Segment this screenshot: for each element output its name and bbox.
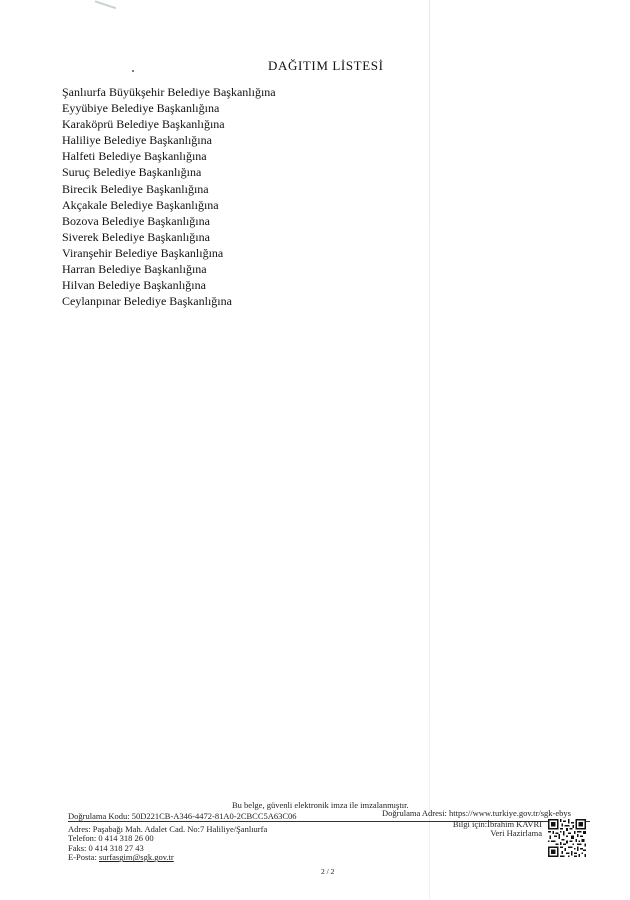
recipient-item: Karaköprü Belediye Başkanlığına [62, 117, 225, 132]
recipient-item: Siverek Belediye Başkanlığına [62, 229, 210, 244]
email-link[interactable]: surfasgim@sgk.gov.tr [98, 852, 174, 863]
qr-code-icon [548, 819, 586, 857]
signature-note: Bu belge, güvenli elektronik imza ile imzalanmıştır. [232, 800, 409, 810]
scan-corner-mark [95, 0, 120, 9]
fold-line [429, 0, 430, 900]
recipient-item: Şanlıurfa Büyükşehir Belediye Başkanlığına [62, 85, 276, 99]
email-label: E-Posta: [68, 852, 97, 863]
contact-block [68, 825, 267, 863]
recipient-item: Bozova Belediye Başkanlığına [62, 213, 210, 228]
recipient-item: Birecik Belediye Başkanlığına [62, 181, 209, 196]
recipient-list [62, 84, 276, 309]
phone-line: Telefon: 0 414 318 26 00 [68, 833, 154, 844]
recipient-item: Suruç Belediye Başkanlığına [62, 165, 202, 180]
verification-address[interactable]: Doğrulama Adresi: https://www.turkiye.gov.tr/sgk-ebys [382, 808, 571, 818]
recipient-item: Ceylanpınar Belediye Başkanlığına [62, 294, 232, 309]
info-block [440, 820, 542, 839]
address-line: Adres: Paşabağı Mah. Adalet Cad. No:7 Haliliye/Şanlıurfa [68, 824, 268, 834]
document-title: DAĞITIM LİSTESİ [268, 58, 384, 73]
page-number: 2 / 2 [321, 867, 335, 876]
verification-code: Doğrulama Kodu: 50D221CB-A346-4472-81A0-2CBCC5A63C06 [68, 811, 297, 821]
fax-line: Faks: 0 414 318 27 43 [68, 842, 144, 853]
scan-speck [132, 70, 134, 72]
email-line [68, 853, 267, 862]
recipient-item: Eyyübiye Belediye Başkanlığına [62, 101, 220, 116]
recipient-item: Haliliye Belediye Başkanlığına [62, 133, 212, 148]
recipient-item: Halfeti Belediye Başkanlığına [62, 149, 207, 164]
recipient-item: Viranşehir Belediye Başkanlığına [62, 245, 224, 260]
info-role: Veri Hazirlama [490, 828, 542, 839]
info-contact: Bilgi için:İbrahim KAVRI [452, 819, 542, 829]
recipient-item: Akçakale Belediye Başkanlığına [62, 197, 219, 212]
recipient-item: Hilvan Belediye Başkanlığına [62, 278, 206, 293]
recipient-item: Harran Belediye Başkanlığına [62, 262, 207, 277]
